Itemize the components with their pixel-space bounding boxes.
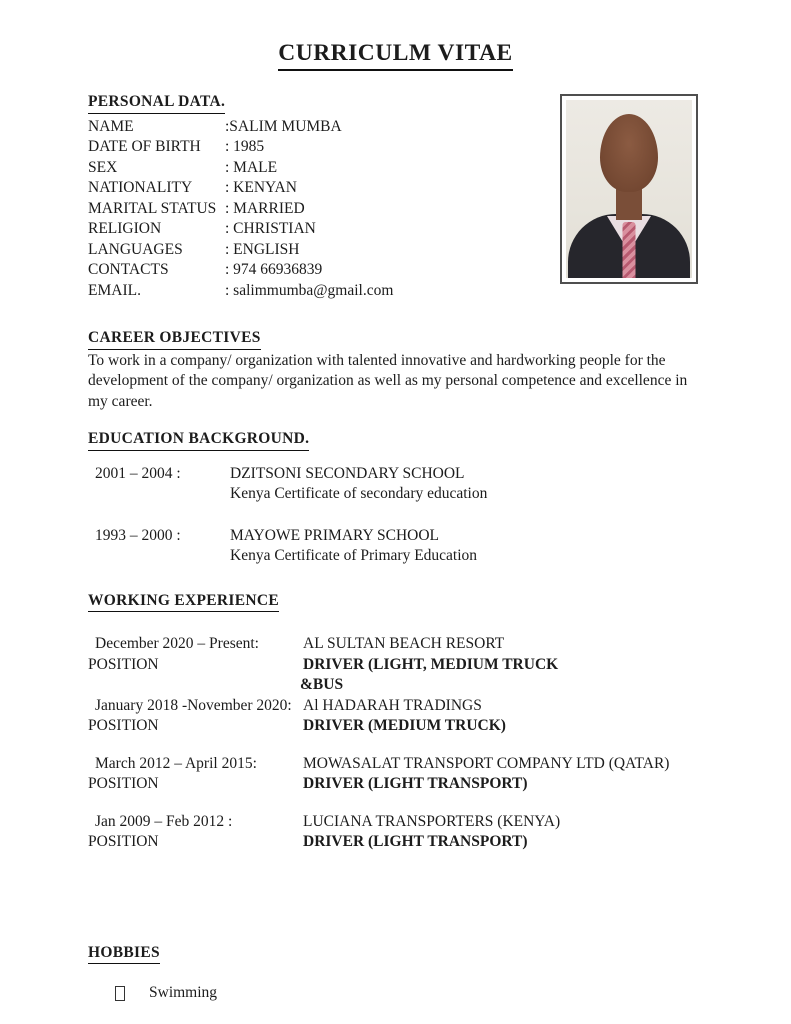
school-name: MAYOWE PRIMARY SCHOOL xyxy=(230,526,439,544)
education-heading: EDUCATION BACKGROUND. xyxy=(88,429,309,451)
school-name: DZITSONI SECONDARY SCHOOL xyxy=(230,464,465,482)
education-entry xyxy=(88,526,703,567)
field-value: : MALE xyxy=(225,158,278,176)
section-working-experience xyxy=(88,591,703,853)
job-dates: December 2020 – Present: xyxy=(95,635,259,652)
education-details xyxy=(230,464,703,505)
position-value: DRIVER (LIGHT TRANSPORT) xyxy=(303,775,528,792)
position-value: DRIVER (MEDIUM TRUCK) xyxy=(303,717,506,734)
job-header-row xyxy=(88,634,703,655)
field-value: : 974 66936839 xyxy=(225,261,323,278)
field-value: : CHRISTIAN xyxy=(225,220,316,237)
job-dates: Jan 2009 – Feb 2012 : xyxy=(95,812,233,830)
position-label: POSITION xyxy=(88,655,159,673)
personal-data-heading: PERSONAL DATA. xyxy=(88,92,225,114)
job-header-row xyxy=(88,696,703,717)
field-label: MARITAL STATUS xyxy=(88,199,217,217)
job-entry xyxy=(88,812,703,853)
education-details xyxy=(230,526,703,567)
job-header-row xyxy=(88,754,703,775)
career-objectives-heading: CAREER OBJECTIVES xyxy=(88,328,261,350)
job-entry xyxy=(88,754,703,795)
working-experience-heading: WORKING EXPERIENCE xyxy=(88,591,279,613)
photo-head-shape xyxy=(600,114,658,192)
bullet-box-icon xyxy=(115,986,125,1001)
job-dates: March 2012 – April 2015: xyxy=(95,754,257,772)
section-career-objectives xyxy=(88,328,703,412)
profile-photo xyxy=(560,94,698,284)
company-name: LUCIANA TRANSPORTERS (KENYA) xyxy=(303,812,561,830)
field-value: : salimmumba@gmail.com xyxy=(225,281,394,299)
job-position-row xyxy=(88,774,703,795)
hobby-label: Swimming xyxy=(149,984,218,1001)
section-education xyxy=(88,429,703,567)
field-label: CONTACTS xyxy=(88,261,169,278)
hobbies-heading: HOBBIES xyxy=(88,943,160,965)
field-label: RELIGION xyxy=(88,220,162,237)
job-position-row xyxy=(88,832,703,853)
field-value: : MARRIED xyxy=(225,199,305,217)
profile-photo-canvas xyxy=(566,100,692,278)
field-value: :SALIM MUMBA xyxy=(225,117,342,135)
page-title: CURRICULM VITAE xyxy=(278,38,512,71)
position-label: POSITION xyxy=(88,775,159,792)
position-value: DRIVER (LIGHT, MEDIUM TRUCK xyxy=(303,655,559,673)
title-wrap xyxy=(88,38,703,71)
job-entry xyxy=(88,634,703,696)
position-label: POSITION xyxy=(88,833,159,850)
photo-tie-shape xyxy=(623,222,636,278)
field-label: NAME xyxy=(88,117,134,135)
education-entries xyxy=(88,464,703,567)
field-label: DATE OF BIRTH xyxy=(88,138,201,155)
career-objectives-text: To work in a company/ organization with talented innovative and hardworking people for the development of the company/ organization as well as my personal competence and excellence in my career. xyxy=(88,351,688,410)
company-name: MOWASALAT TRANSPORT COMPANY LTD (QATAR) xyxy=(303,754,670,772)
job-list xyxy=(88,634,703,853)
field-value: : ENGLISH xyxy=(225,240,300,258)
field-value: : KENYAN xyxy=(225,179,297,196)
job-entry xyxy=(88,696,703,737)
job-position-row xyxy=(88,655,703,676)
education-entry xyxy=(88,464,703,505)
field-label: SEX xyxy=(88,158,118,176)
position-value: DRIVER (LIGHT TRANSPORT) xyxy=(303,833,528,850)
position-label: POSITION xyxy=(88,717,159,734)
section-hobbies xyxy=(88,943,703,1004)
job-dates: January 2018 -November 2020: xyxy=(95,696,292,714)
job-header-row xyxy=(88,812,703,833)
job-position-row xyxy=(88,716,703,737)
company-name: Al HADARAH TRADINGS xyxy=(303,696,482,714)
certificate-name: Kenya Certificate of Primary Education xyxy=(230,547,478,564)
field-label: EMAIL. xyxy=(88,281,141,299)
company-name: AL SULTAN BEACH RESORT xyxy=(303,635,505,652)
field-value: : 1985 xyxy=(225,138,265,155)
hobby-item xyxy=(115,983,703,1004)
field-label: NATIONALITY xyxy=(88,179,193,196)
education-dates: 1993 – 2000 : xyxy=(95,526,181,544)
education-dates: 2001 – 2004 : xyxy=(95,464,181,482)
certificate-name: Kenya Certificate of secondary education xyxy=(230,485,488,502)
position-value-continued: &BUS xyxy=(300,676,344,693)
field-label: LANGUAGES xyxy=(88,240,183,258)
